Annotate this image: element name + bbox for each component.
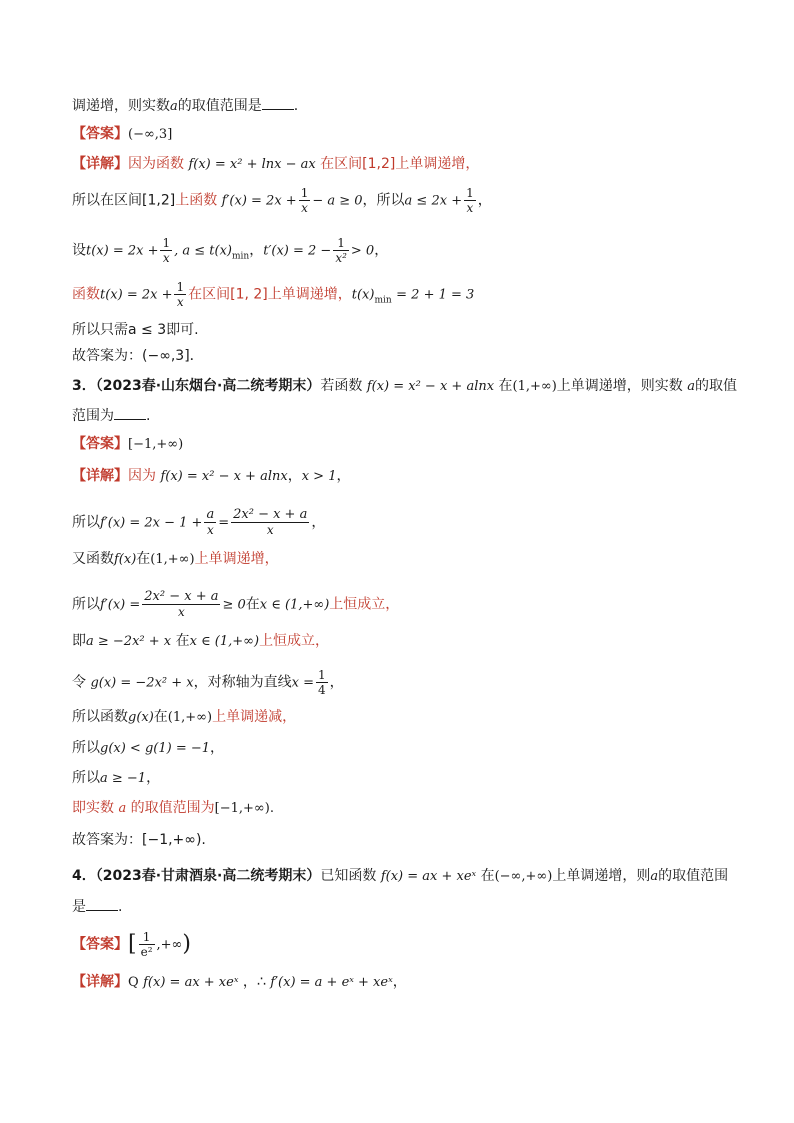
formula: f′(x) =: [100, 597, 141, 613]
fraction: [174, 280, 186, 309]
denominator: x: [301, 201, 308, 215]
text: 因为: [128, 468, 156, 484]
q4-stem: [72, 866, 728, 887]
formula: t′(x) = 2 −: [263, 243, 332, 259]
answer-label: 【答案】: [72, 436, 128, 452]
formula: > 0: [350, 243, 375, 259]
q3-d11: [72, 830, 206, 850]
formula: f(x) = ax + xeˣ: [380, 869, 477, 884]
formula: f′(x) = 2x − 1 +: [100, 515, 203, 531]
formula: , a ≤ t(x): [174, 243, 232, 259]
numerator: 1: [317, 668, 326, 682]
q3-answer-line: [72, 434, 183, 455]
text: 又函数: [72, 551, 114, 567]
formula: f(x) = x² − x + alnx: [160, 469, 288, 484]
fraction: [160, 236, 172, 265]
answer-value: [−1,+∞): [128, 437, 184, 452]
formula: =: [218, 515, 230, 531]
answer-blank: [114, 405, 146, 420]
fraction: [299, 186, 311, 215]
var-a: a: [170, 99, 178, 114]
text: 上单调递增，: [194, 551, 279, 567]
text: 的取值范围: [658, 868, 729, 884]
formula: x > 1: [301, 469, 337, 484]
q4-stem-2: 是 .: [72, 896, 122, 917]
text: ，: [249, 242, 264, 259]
q3-d8: [72, 738, 224, 759]
text: 所以: [72, 596, 100, 613]
q3-d6: [72, 668, 344, 697]
formula: t(x) = 2x +: [100, 287, 173, 303]
text: 上单调递增，则: [552, 868, 651, 884]
formula: g(x) < g(1) = −1: [100, 741, 211, 756]
numerator: 1: [139, 930, 155, 945]
text: ，: [477, 192, 492, 209]
numerator: 1: [162, 236, 171, 250]
answer-blank: [86, 896, 118, 911]
denominator: x: [466, 201, 474, 215]
numerator: 1: [466, 186, 474, 200]
text: 所以: [72, 770, 100, 786]
answer-label: 【答案】: [72, 936, 128, 953]
formula: (−∞,+∞): [494, 869, 553, 884]
text: ，: [287, 468, 302, 484]
detail-label: 【详解】: [72, 156, 128, 172]
text: 上恒成立，: [329, 596, 400, 613]
numerator: a: [206, 507, 215, 522]
formula: f′(x) = 2x +: [221, 193, 297, 209]
formula: a ≥ −2x² + x: [86, 634, 172, 649]
formula: (1,+∞): [512, 379, 557, 394]
text: ，: [210, 740, 225, 756]
text: 上单调递增，则实数: [556, 378, 683, 394]
formula: [−1,+∞).: [214, 801, 274, 816]
text: 因为函数: [128, 156, 184, 172]
formula: a ≥ −1: [100, 771, 147, 786]
p1-line-1: 调递增，则实数a的取值范围是 .: [72, 95, 298, 117]
q4-answer-line: [72, 930, 191, 959]
q4-d1: [72, 972, 407, 993]
text: 即实数: [72, 800, 114, 816]
formula: ≥ 0: [222, 597, 246, 613]
text: ，∴: [242, 974, 266, 990]
text: 故答案为：[−1,+∞).: [72, 832, 206, 848]
p1-line-7: [72, 320, 199, 340]
formula: x ∈ (1,+∞): [189, 634, 260, 649]
formula: x =: [291, 675, 314, 691]
formula: g(x): [128, 710, 154, 725]
q3-d2: [72, 508, 325, 537]
text: 故答案为：(−∞,3]．: [72, 348, 204, 364]
text: 所以: [72, 514, 100, 531]
numerator: 1: [176, 280, 185, 294]
q3-d3: [72, 549, 279, 570]
formula: (1,+∞): [150, 552, 195, 567]
denominator: e²: [140, 945, 153, 959]
text: 范围为: [72, 408, 114, 424]
formula: t(x): [351, 287, 375, 303]
formula: = 2 + 1 = 3: [396, 287, 475, 303]
formula: a ≤ 2x +: [404, 193, 463, 209]
question-number: 3．: [72, 378, 96, 394]
text: 设: [72, 242, 86, 259]
bracket-close: ): [182, 931, 191, 957]
fraction: [204, 508, 216, 537]
formula: t(x) = 2x +: [86, 243, 159, 259]
formula: f(x) = x² + lnx − ax: [188, 157, 316, 172]
text: 的取值范围是: [177, 98, 262, 114]
question-source: （2023春·甘肃酒泉·高二统考期末）: [95, 868, 321, 884]
formula: − a ≥ 0: [312, 193, 363, 209]
text: 上单调递减，: [212, 709, 297, 725]
numerator: 1: [300, 186, 309, 200]
bracket-open: [: [128, 931, 137, 957]
text: 的取值范围为: [130, 800, 215, 816]
text: 即: [72, 633, 86, 649]
q3-d4: [72, 590, 399, 619]
detail-label: 【详解】: [72, 974, 128, 990]
q3-d10: [72, 798, 274, 819]
p1-answer-line: [72, 124, 172, 145]
formula: f′(x) = a + eˣ + xeˣ: [270, 975, 393, 990]
text: 在: [480, 868, 495, 884]
denominator: x²: [335, 251, 347, 265]
text: 所以只需a ≤ 3即可.: [72, 322, 199, 338]
var-a: a: [687, 379, 696, 394]
formula: (1,+∞): [167, 710, 213, 725]
fraction: [139, 930, 155, 959]
subscript: min: [374, 295, 392, 306]
numerator: 2x² − x + a: [233, 507, 308, 522]
denominator: x: [176, 295, 184, 309]
denominator: x: [266, 523, 274, 537]
formula: f(x) = ax + xeˣ: [143, 975, 239, 990]
text: ，: [392, 974, 407, 990]
text: 的取值: [695, 378, 738, 394]
q3-stem-2: 范围为 .: [72, 405, 150, 426]
numerator: 1: [333, 236, 349, 251]
fraction: [231, 508, 309, 537]
formula: ,+∞: [156, 937, 183, 953]
text: 所以函数: [72, 709, 128, 725]
text: 若函数: [320, 378, 363, 394]
text: 上单调递增，: [267, 286, 352, 303]
text: 所以: [72, 740, 100, 756]
q3-d7: [72, 707, 296, 728]
text: ，: [311, 514, 326, 531]
denominator: x: [162, 251, 170, 265]
p1-line-6: [72, 280, 474, 310]
formula: f(x) = x² − x + alnx: [366, 379, 495, 394]
denominator: x: [206, 523, 214, 537]
fraction: [316, 668, 328, 697]
var-a: a: [650, 869, 659, 884]
text: 上函数: [175, 192, 218, 209]
text: ，: [374, 242, 389, 259]
text: ，对称轴为直线: [193, 674, 292, 691]
p1-detail-line: [72, 154, 479, 175]
text: ，: [329, 674, 344, 691]
subscript: min: [232, 251, 250, 262]
q3-d9: [72, 768, 160, 789]
q3-stem: [72, 376, 737, 397]
text: Q: [128, 975, 139, 990]
answer-value: (−∞,3]: [128, 127, 173, 142]
formula: g(x) = −2x² + x: [90, 675, 194, 691]
fraction: [464, 186, 476, 215]
fraction: [333, 236, 349, 265]
text: 函数: [72, 286, 100, 303]
p1-line-8: [72, 346, 204, 366]
text: ，: [336, 468, 351, 484]
text: 所以在区间[1,2]: [72, 192, 176, 209]
denominator: 4: [317, 683, 326, 697]
text: ，所以: [362, 192, 405, 209]
text: 是: [72, 899, 86, 915]
text: 调递增，则实数: [72, 98, 170, 114]
p1-line-4: [72, 186, 492, 215]
text: 在: [153, 709, 168, 725]
text: 在: [136, 551, 151, 567]
denominator: x: [177, 605, 185, 619]
text: 在: [175, 633, 190, 649]
text: 令: [72, 674, 86, 691]
text: 已知函数: [320, 868, 377, 884]
q3-d5: [72, 631, 329, 652]
p1-line-5: [72, 236, 388, 266]
answer-label: 【答案】: [72, 126, 128, 142]
q3-d1: [72, 466, 350, 487]
text: 上恒成立，: [259, 633, 330, 649]
answer-blank: [262, 95, 294, 110]
text: 在: [498, 378, 513, 394]
numerator: 2x² − x + a: [144, 589, 219, 604]
text: ，: [146, 770, 161, 786]
formula: x ∈ (1,+∞): [259, 597, 330, 613]
var-a: a: [118, 801, 127, 816]
text: 在区间[1,2]: [320, 156, 396, 172]
text: 在区间[1, 2]: [188, 286, 268, 303]
question-source: （2023春·山东烟台·高二统考期末）: [95, 378, 321, 394]
fraction: [142, 590, 220, 619]
detail-label: 【详解】: [72, 468, 128, 484]
question-number: 4．: [72, 868, 96, 884]
formula: f(x): [114, 552, 137, 567]
text: 上单调递增，: [395, 156, 480, 172]
text: 在: [245, 596, 260, 613]
